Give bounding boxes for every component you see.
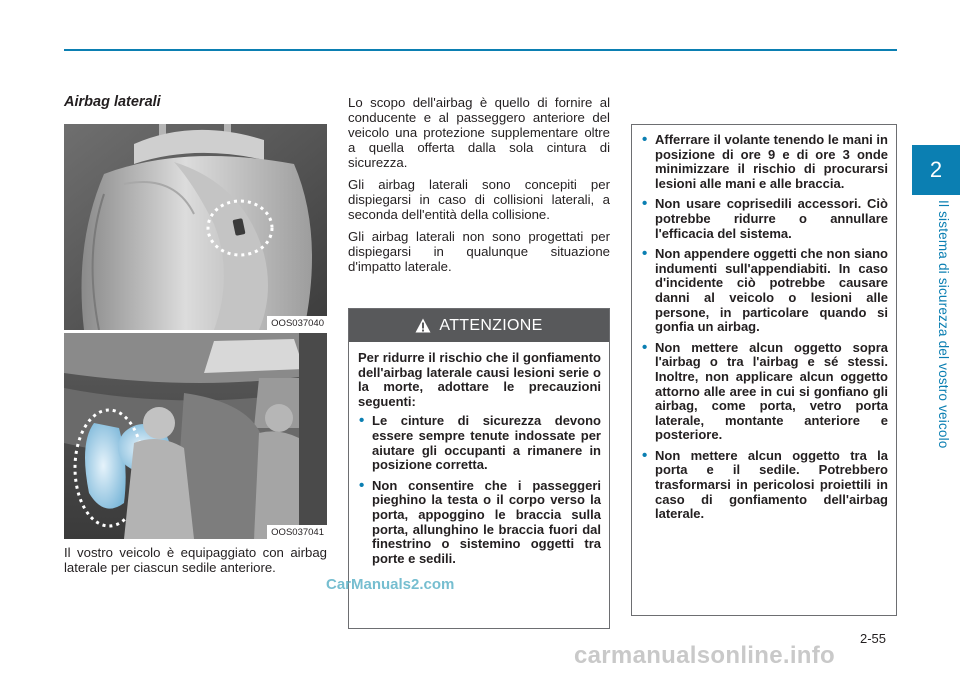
- intro-paragraph: Gli airbag laterali non sono progettati per dispiegarsi in qualunque situazione d'impatto laterale.: [348, 229, 610, 274]
- intro-paragraph: Lo scopo dell'airbag è quello di fornire al conducente e al passeggero anteriore del veicolo una protezione supplementare oltre a quella offerta dalla sola cintura di sicurezza.: [348, 95, 610, 170]
- watermark-large: carmanualsonline.info: [574, 642, 836, 669]
- precautions-box: [631, 124, 897, 616]
- warning-body: [349, 342, 609, 566]
- list-item: • Afferrare il volante tenendo le mani in posizione di ore 9 e di ore 3 onde minimizzare il rischio di procurarsi lesioni alle mani e alle braccia.: [641, 133, 888, 191]
- list-item: • Non consentire che i passeggeri pieghino la testa o il corpo verso la porta, appoggino le braccia sulla porta, allunghino le braccia fuori dal finestrino o sistemino oggetti tra porte e sedili.: [358, 479, 601, 567]
- chapter-number-tab: 2: [912, 145, 960, 195]
- list-item: • Non usare coprisedili accessori. Ciò potrebbe ridurre o annullare l'efficacia del sistema.: [641, 197, 888, 241]
- list-item: • Non mettere alcun oggetto tra la porta e il sedile. Potrebbero trasformarsi in pericolosi proiettili in caso di gonfiamento dell'airbag laterale.: [641, 449, 888, 522]
- list-item: • Non appendere oggetti che non siano indumenti sull'appendiabiti. In caso d'incidente ciò potrebbe causare danni al veicolo o lesioni alle persone, in particolare quando si gonfia un airbag.: [641, 247, 888, 335]
- figure-airbag-deployed: [64, 333, 327, 539]
- warning-triangle-icon: [415, 318, 431, 333]
- list-item: • Le cinture di sicurezza devono essere sempre tenute indossate per aiutare gli occupanti a rimanere in posizione corretta.: [358, 414, 601, 472]
- warning-header: [349, 309, 609, 342]
- seat-side-airbag-label: [64, 124, 327, 330]
- precautions-list: [632, 125, 896, 522]
- figure-seat-airbag: [64, 124, 327, 330]
- page-number: 2-55: [860, 631, 887, 646]
- figure-caption: Il vostro veicolo è equipaggiato con airbag laterale per ciascun sedile anteriore.: [64, 545, 327, 575]
- intro-paragraph: Gli airbag laterali sono concepiti per dispiegarsi in caso di collisioni laterali, a seconda dell'entità della collisione.: [348, 177, 610, 222]
- figure-code: OOS037041: [267, 525, 327, 539]
- warning-lead: Per ridurre il rischio che il gonfiamento dell'airbag laterale causi lesioni serie o la morte, adottare le precauzioni seguenti:: [358, 350, 601, 409]
- side-airbag-deployed: [64, 333, 327, 539]
- header-rule: [64, 49, 897, 51]
- figure-code: OOS037040: [267, 316, 327, 330]
- list-item: • Non mettere alcun oggetto sopra l'airbag o tra l'airbag e sé stessi. Inoltre, non applicare alcun oggetto attorno alle aree in cui si gonfiano gli airbag, come porta, vetro porta laterale, montante anteriore e posteriore.: [641, 341, 888, 443]
- watermark-small: CarManuals2.com: [326, 576, 455, 593]
- warning-list: [358, 414, 601, 566]
- intro-text: [348, 95, 610, 281]
- chapter-title: Il sistema di sicurezza del vostro veicolo: [936, 200, 951, 449]
- section-title: Airbag laterali: [64, 94, 161, 110]
- warning-title: ATTENZIONE: [439, 316, 543, 334]
